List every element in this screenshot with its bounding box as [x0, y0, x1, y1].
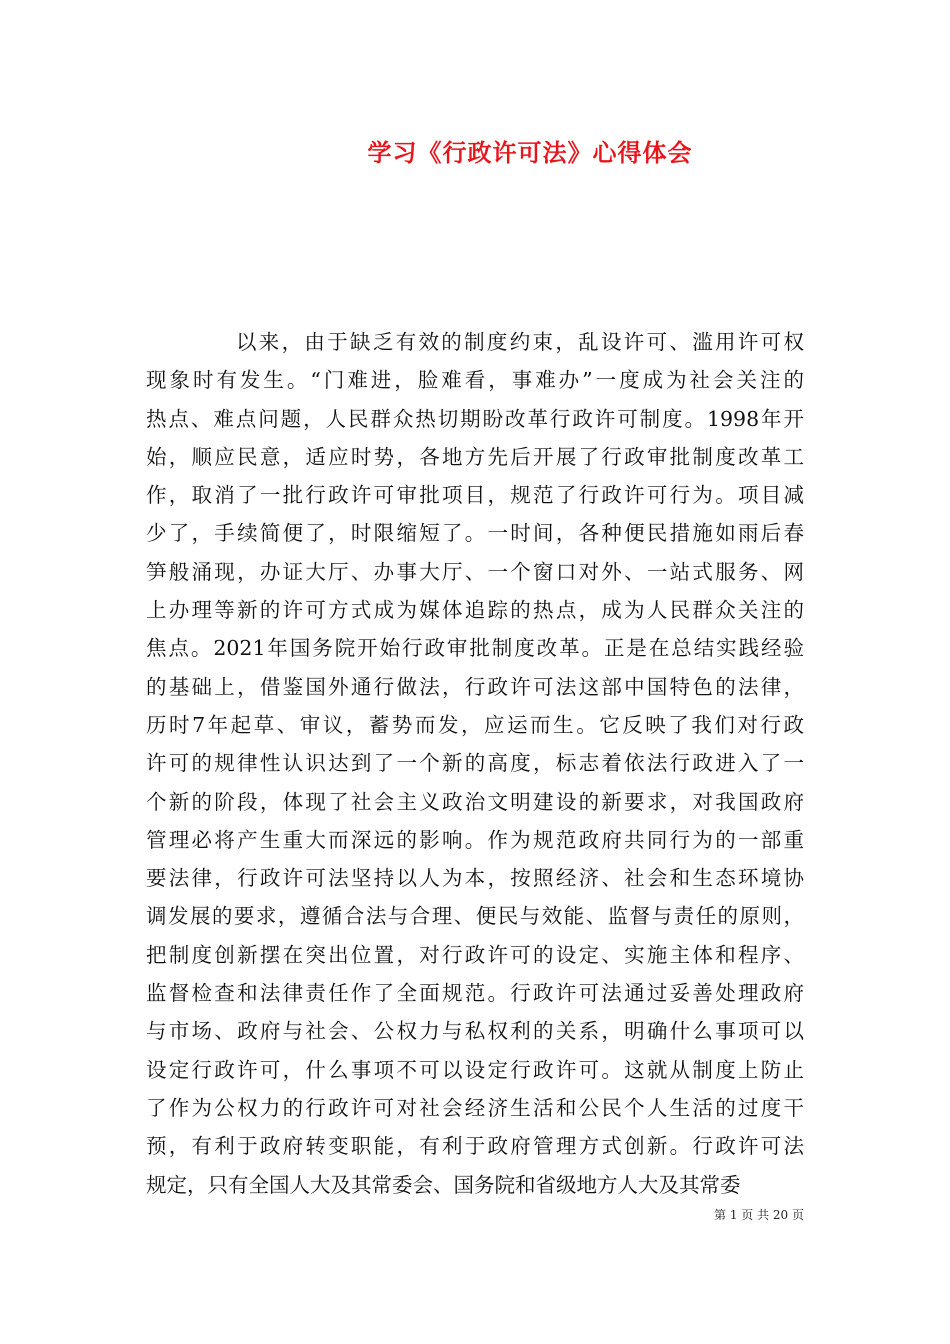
body-line: 上办理等新的许可方式成为媒体追踪的热点，成为人民群众关注的 [146, 598, 804, 623]
body-line: 现象时有发生。“门难进，脸难看，事难办”一度成为社会关注的 [146, 368, 804, 393]
body-line: 预，有利于政府转变职能，有利于政府管理方式创新。行政许可法 [146, 1134, 804, 1159]
body-line: 设定行政许可，什么事项不可以设定行政许可。这就从制度上防止 [146, 1057, 804, 1082]
body-line: 始，顺应民意，适应时势，各地方先后开展了行政审批制度改革工 [146, 444, 804, 469]
body-line: 个新的阶段，体现了社会主义政治文明建设的新要求，对我国政府 [146, 789, 804, 814]
body-line: 许可的规律性认识达到了一个新的高度，标志着依法行政进入了一 [146, 751, 804, 776]
body-line: 调发展的要求，遵循合法与合理、便民与效能、监督与责任的原则， [146, 904, 804, 929]
body-line: 与市场、政府与社会、公权力与私权利的关系，明确什么事项可以 [146, 1019, 804, 1044]
body-line: 以来，由于缺乏有效的制度约束，乱设许可、滥用许可权 [236, 330, 804, 354]
body-line: 把制度创新摆在突出位置，对行政许可的设定、实施主体和程序、 [146, 942, 804, 967]
body-line: 管理必将产生重大而深远的影响。作为规范政府共同行为的一部重 [146, 827, 804, 852]
body-line: 少了，手续简便了，时限缩短了。一时间，各种便民措施如雨后春 [146, 521, 804, 546]
body-line: 了作为公权力的行政许可对社会经济生活和公民个人生活的过度干 [146, 1095, 804, 1120]
body-line: 监督检查和法律责任作了全面规范。行政许可法通过妥善处理政府 [146, 981, 804, 1006]
body-line: 的基础上，借鉴国外通行做法，行政许可法这部中国特色的法律， [146, 674, 804, 699]
body-line: 规定，只有全国人大及其常委会、国务院和省级地方人大及其常委 [146, 1172, 741, 1197]
body-line: 焦点。2021年国务院开始行政审批制度改革。正是在总结实践经验 [146, 636, 804, 661]
document-title: 学习《行政许可法》心得体会 [367, 138, 693, 167]
page-number-footer: 第 1 页 共 20 页 [714, 1208, 804, 1222]
body-line: 作，取消了一批行政许可审批项目，规范了行政许可行为。项目减 [146, 483, 804, 508]
body-line: 历时7年起草、审议，蓄势而发，应运而生。它反映了我们对行政 [146, 712, 804, 737]
body-line: 热点、难点问题，人民群众热切期盼改革行政许可制度。1998年开 [146, 406, 804, 431]
document-body [146, 323, 804, 1204]
body-line: 要法律，行政许可法坚持以人为本，按照经济、社会和生态环境协 [146, 866, 804, 891]
body-line: 笋般涌现，办证大厅、办事大厅、一个窗口对外、一站式服务、网 [146, 559, 804, 584]
